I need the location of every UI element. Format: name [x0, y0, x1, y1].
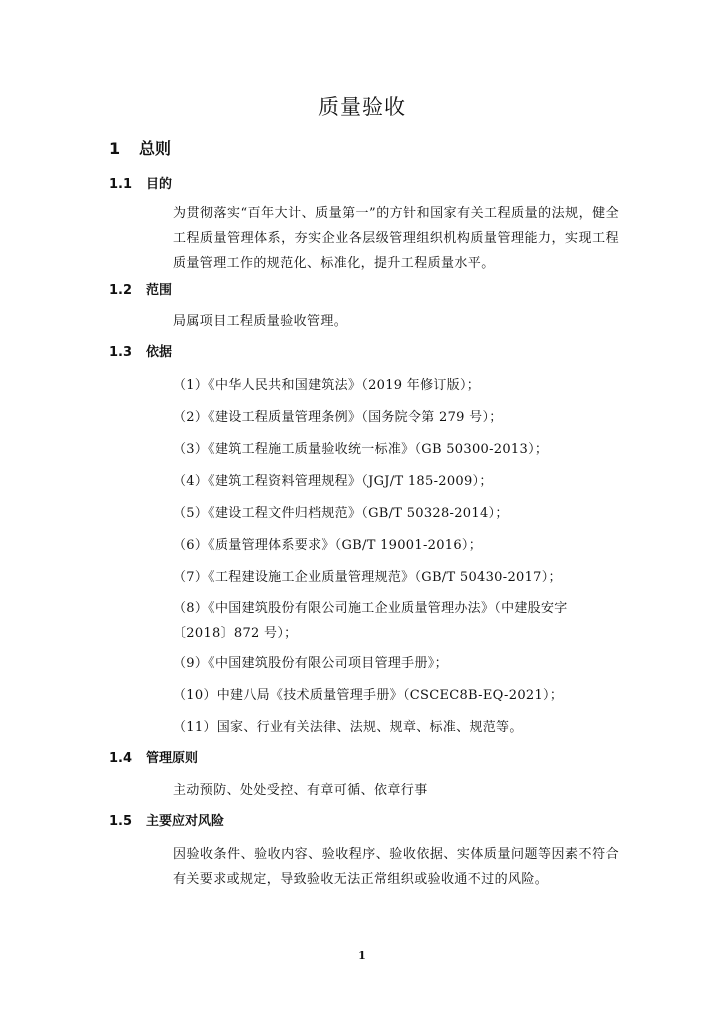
section-title: 管理原则	[146, 751, 199, 766]
section-1-heading	[109, 138, 171, 160]
basis-list-item: （4）《建筑工程资料管理规程》（JGJ/T 185-2009）；	[173, 474, 493, 489]
section-number: 1.2	[109, 283, 133, 298]
section-number: 1.1	[109, 177, 133, 192]
section-title: 目的	[146, 177, 173, 192]
section-1-4-heading	[109, 750, 198, 768]
section-title: 主要应对风险	[146, 814, 225, 829]
scope-paragraph: 局属项目工程质量验收管理。	[173, 314, 348, 329]
purpose-paragraph: 为贯彻落实“百年大计、质量第一”的方针和国家有关工程质量的法规，健全工程质量管理体系，夯实企业各层级管理组织机构质量管理能力，实现工程质量管理工作的规范化、标准化，提升工程质量水平。	[173, 206, 619, 271]
risk-paragraph: 因验收条件、验收内容、验收程序、验收依据、实体质量问题等因素不符合有关要求或规定，导致验收无法正常组织或验收通不过的风险。	[173, 847, 619, 887]
basis-list-item: （3）《建筑工程施工质量验收统一标准》（GB 50300-2013）；	[173, 442, 549, 457]
basis-list-item: （11）国家、行业有关法律、法规、规章、标准、规范等。	[173, 720, 523, 735]
basis-list-item: （2）《建设工程质量管理条例》（国务院令第 279 号）；	[173, 410, 503, 425]
section-title: 总则	[139, 139, 172, 158]
basis-list-item: （10）中建八局《技术质量管理手册》（CSCEC8B-EQ-2021）；	[173, 688, 564, 703]
basis-list-item: （6）《质量管理体系要求》（GB/T 19001-2016）；	[173, 538, 483, 553]
page-number: 1	[358, 949, 366, 962]
section-number: 1.5	[109, 814, 133, 829]
section-number: 1.4	[109, 751, 133, 766]
section-title: 范围	[146, 283, 173, 298]
section-1-5-heading	[109, 813, 224, 831]
section-number: 1.3	[109, 345, 133, 360]
section-number: 1	[109, 139, 121, 158]
basis-list-item: （7）《工程建设施工企业质量管理规范》（GB/T 50430-2017）；	[173, 570, 562, 585]
section-title: 依据	[146, 345, 173, 360]
page-title: 质量验收	[318, 95, 406, 119]
principle-paragraph: 主动预防、处处受控、有章可循、依章行事	[173, 783, 428, 798]
section-1-3-heading	[109, 344, 172, 362]
basis-list-item: （8）《中国建筑股份有限公司施工企业质量管理办法》（中建股安字〔2018〕872 号）；	[173, 601, 568, 641]
section-1-1-heading	[109, 176, 172, 194]
section-1-2-heading	[109, 282, 172, 300]
basis-list-item: （5）《建设工程文件归档规范》（GB/T 50328-2014）；	[173, 506, 509, 521]
basis-list-item: （1）《中华人民共和国建筑法》（2019 年修订版）；	[173, 378, 481, 393]
basis-list-item: （9）《中国建筑股份有限公司项目管理手册》；	[173, 656, 448, 671]
